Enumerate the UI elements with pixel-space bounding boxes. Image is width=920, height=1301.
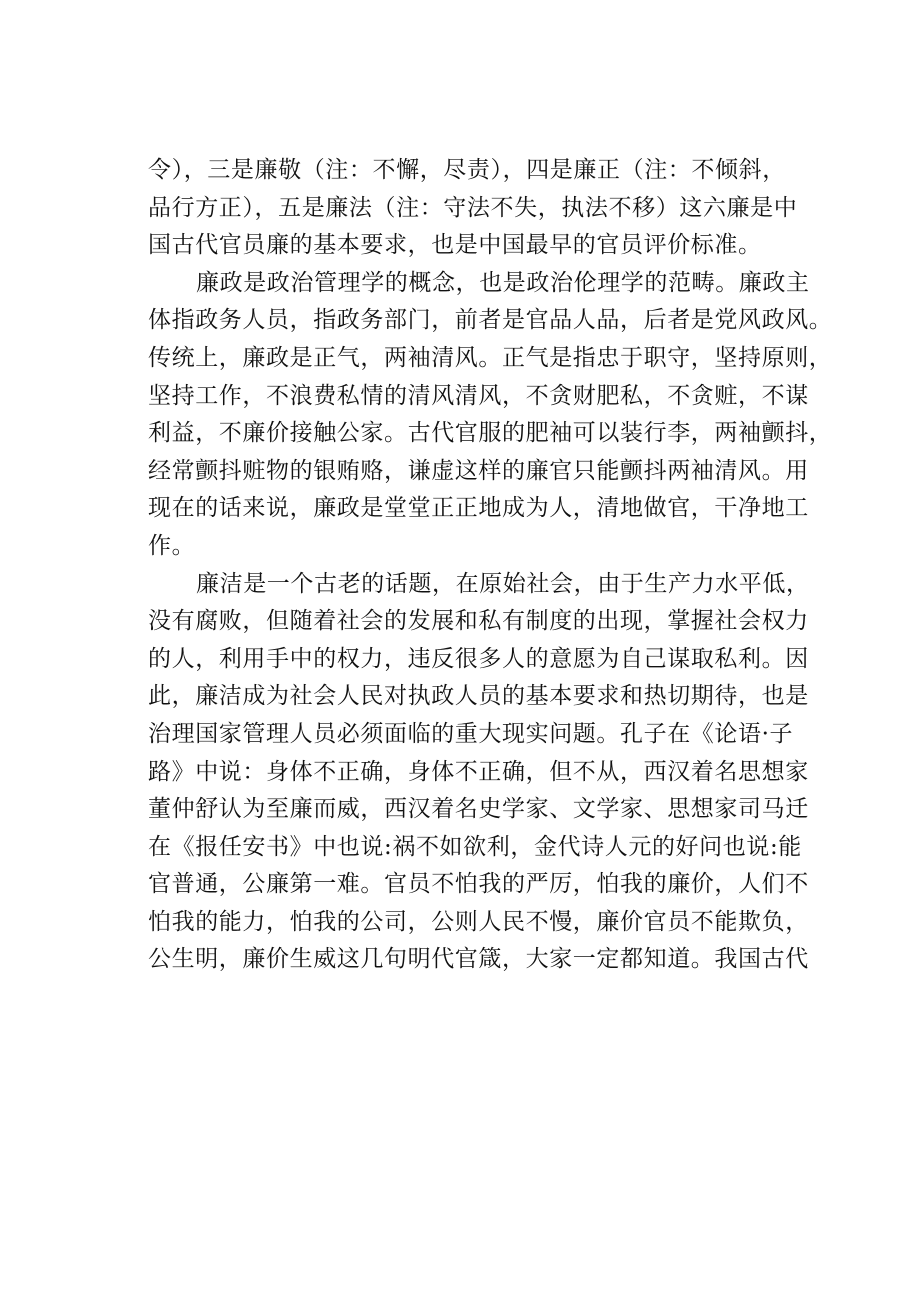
text-line: 经常颤抖赃物的银贿赂，谦虚这样的廉官只能颤抖两袖清风。用 [148,457,809,484]
text-line: 传统上，廉政是正气，两袖清风。正气是指忠于职守，坚持原则， [148,344,833,371]
text-line: 的人，利用手中的权力，违反很多人的意愿为自己谋取私利。因 [148,645,809,672]
text-line: 董仲舒认为至廉而威，西汉着名史学家、文学家、思想家司马迁 [148,796,809,823]
text-line: 此，廉洁成为社会人民对执政人员的基本要求和热切期待，也是 [148,683,809,710]
text-line: 国古代官员廉的基本要求，也是中国最早的官员评价标准。 [148,232,762,259]
text-line: 作。 [148,532,196,559]
text-line: 品行方正），五是廉法（注：守法不失，执法不移）这六廉是中 [148,194,798,221]
text-line: 体指政务人员，指政务部门，前者是官品人品，后者是党风政风。 [148,307,833,334]
text-line: 在《报任安书》中也说:祸不如欲利，金代诗人元的好问也说:能 [148,833,802,860]
text-line: 没有腐败，但随着社会的发展和私有制度的出现，掌握社会权力 [148,608,809,635]
text-line: 廉洁是一个古老的话题，在原始社会，由于生产力水平低， [196,570,810,597]
text-line: 治理国家管理人员必须面临的重大现实问题。孔子在《论语·子 [148,720,794,747]
text-line: 廉政是政治管理学的概念，也是政治伦理学的范畴。廉政主 [196,269,810,296]
text-line: 怕我的能力，怕我的公司，公则人民不慢，廉价官员不能欺负， [148,908,809,935]
text-line: 官普通，公廉第一难。官员不怕我的严厉，怕我的廉价，人们不 [148,871,809,898]
text-line: 坚持工作，不浪费私情的清风清风，不贪财肥私，不贪赃，不谋 [148,382,809,409]
text-line: 现在的话来说，廉政是堂堂正正地成为人，清地做官，干净地工 [148,495,809,522]
text-line: 公生明，廉价生威这几句明代官箴，大家一定都知道。我国古代 [148,946,809,973]
text-line: 路》中说：身体不正确，身体不正确，但不从，西汉着名思想家 [148,758,809,785]
text-line: 令），三是廉敬（注：不懈，尽责），四是廉正（注：不倾斜， [148,157,786,183]
document-body [148,152,833,979]
text-line: 利益，不廉价接触公家。古代官服的肥袖可以装行李，两袖颤抖， [148,420,833,447]
paragraph-3 [148,566,808,980]
paragraph-2 [148,265,833,566]
paragraph-1 [148,152,808,265]
